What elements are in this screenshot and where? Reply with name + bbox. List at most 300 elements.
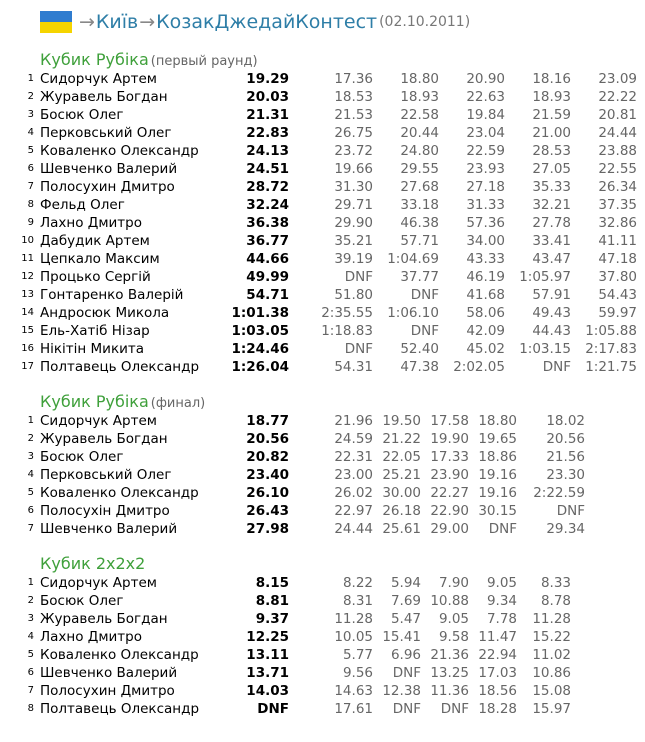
competitor-name: Лахно Дмитро (40, 215, 142, 231)
attempt-time-5: 41.11 (598, 233, 637, 249)
attempt-time-5: 18.02 (546, 413, 585, 429)
section-title-333-final (40, 392, 205, 411)
competitor-name: Дабудик Артем (40, 233, 150, 249)
result-rank: 7 (27, 523, 34, 534)
attempt-time-5: 37.35 (598, 197, 637, 213)
attempt-time-5: 15.22 (532, 629, 571, 645)
competitor-name: Полосухин Дмитро (40, 683, 175, 699)
attempt-time-5: 1:05.88 (585, 323, 637, 339)
attempt-time-3: 34.00 (466, 233, 505, 249)
attempt-time-4: 19.16 (478, 485, 517, 501)
result-rank: 9 (27, 217, 34, 228)
competitor-name: Полтавець Олександр (40, 359, 200, 375)
attempt-time-4: 35.33 (532, 179, 571, 195)
attempt-time-4: 30.15 (478, 503, 517, 519)
best-result: 49.99 (246, 269, 289, 285)
attempt-time-5: 26.34 (598, 179, 637, 195)
section-title-333-first-round (40, 50, 258, 69)
attempt-time-5: 8.78 (540, 593, 571, 609)
best-result: 14.03 (246, 683, 289, 699)
section-round-name: (первый раунд) (150, 54, 258, 69)
attempt-time-3: 42.09 (466, 323, 505, 339)
best-result: 23.40 (246, 467, 289, 483)
result-rank: 1 (27, 415, 34, 426)
attempt-time-3: 23.04 (466, 125, 505, 141)
attempt-time-4: 27.05 (532, 161, 571, 177)
competitor-name: Процько Сергій (40, 269, 151, 285)
breadcrumb-link-city[interactable]: Київ (95, 11, 139, 33)
attempt-time-4: 21.00 (532, 125, 571, 141)
competitor-name: Полосухін Дмитро (40, 503, 170, 519)
attempt-time-4: 18.28 (478, 701, 517, 717)
section-event-name: Кубик Рубіка (40, 50, 149, 69)
section-event-name: Кубик 2х2х2 (40, 554, 146, 573)
best-result: 12.25 (246, 629, 289, 645)
attempt-time-3: 7.90 (438, 575, 469, 591)
attempt-time-3: 57.36 (466, 215, 505, 231)
result-rank: 2 (27, 595, 34, 606)
attempt-time-2: 25.21 (382, 467, 421, 483)
attempt-time-3: 22.63 (466, 89, 505, 105)
competitor-name: Сидорчук Артем (40, 413, 157, 429)
attempt-time-5: 59.97 (598, 305, 637, 321)
result-row (0, 160, 645, 178)
attempt-time-2: 15.41 (382, 629, 421, 645)
attempt-time-2: 26.18 (382, 503, 421, 519)
result-row (0, 268, 645, 286)
attempt-time-1: 10.05 (334, 629, 373, 645)
result-row (0, 196, 645, 214)
attempt-time-3: DNF (440, 701, 469, 717)
result-rank: 12 (21, 271, 34, 282)
attempt-time-3: 58.06 (466, 305, 505, 321)
attempt-time-1: 1:18.83 (321, 323, 373, 339)
attempt-time-2: 52.40 (400, 341, 439, 357)
result-row (0, 304, 645, 322)
attempt-time-2: 33.18 (400, 197, 439, 213)
attempt-time-4: 32.21 (532, 197, 571, 213)
competitor-name: Шевченко Валерий (40, 521, 178, 537)
result-row (0, 214, 645, 232)
attempt-time-4: 22.94 (478, 647, 517, 663)
attempt-time-5: 37.80 (598, 269, 637, 285)
competitor-name: Коваленко Олександр (40, 143, 199, 159)
result-row (0, 178, 645, 196)
best-result: 36.38 (246, 215, 289, 231)
result-rank: 6 (27, 667, 34, 678)
attempt-time-3: 9.05 (438, 611, 469, 627)
attempt-time-3: 10.88 (430, 593, 469, 609)
attempt-time-5: 2:22.59 (533, 485, 585, 501)
attempt-time-4: 18.93 (532, 89, 571, 105)
attempt-time-3: 19.90 (430, 431, 469, 447)
result-row (0, 610, 645, 628)
result-row (0, 574, 645, 592)
attempt-time-5: 15.08 (532, 683, 571, 699)
attempt-time-4: 28.53 (532, 143, 571, 159)
attempt-time-5: 23.88 (598, 143, 637, 159)
competitor-name: Сидорчук Артем (40, 71, 157, 87)
attempt-time-4: 57.91 (532, 287, 571, 303)
attempt-time-1: 2:35.55 (321, 305, 373, 321)
attempt-time-3: 41.68 (466, 287, 505, 303)
result-rank: 7 (27, 685, 34, 696)
result-row (0, 250, 645, 268)
competitor-name: Цепкало Максим (40, 251, 160, 267)
result-rank: 5 (27, 649, 34, 660)
attempt-time-3: 29.00 (430, 521, 469, 537)
attempt-time-1: 29.71 (334, 197, 373, 213)
competitor-name: Перковський Олег (40, 467, 172, 483)
attempt-time-1: 21.53 (334, 107, 373, 123)
attempt-time-1: 39.19 (334, 251, 373, 267)
result-row (0, 592, 645, 610)
attempt-time-1: 8.22 (342, 575, 373, 591)
section-event-name: Кубик Рубіка (40, 392, 149, 411)
result-rank: 6 (27, 163, 34, 174)
attempt-time-3: 45.02 (466, 341, 505, 357)
best-result: 8.81 (255, 593, 289, 609)
best-result: 24.13 (246, 143, 289, 159)
attempt-time-4: 18.16 (532, 71, 571, 87)
attempt-time-1: 26.02 (334, 485, 373, 501)
result-rank: 5 (27, 145, 34, 156)
results-table-222 (0, 574, 645, 718)
result-row (0, 520, 645, 538)
attempt-time-2: 37.77 (400, 269, 439, 285)
best-result: 20.82 (246, 449, 289, 465)
competitor-name: Шевченко Валерий (40, 665, 178, 681)
attempt-time-1: 22.97 (334, 503, 373, 519)
attempt-time-3: 46.19 (466, 269, 505, 285)
competitor-name: Журавель Богдан (40, 611, 168, 627)
attempt-time-5: 23.30 (546, 467, 585, 483)
best-result: 26.10 (246, 485, 289, 501)
attempt-time-4: 21.59 (532, 107, 571, 123)
arrow-right-icon: → (139, 11, 156, 33)
attempt-time-2: 25.61 (382, 521, 421, 537)
attempt-time-5: 20.81 (598, 107, 637, 123)
result-row (0, 358, 645, 376)
attempt-time-1: 19.66 (334, 161, 373, 177)
result-row (0, 628, 645, 646)
attempt-time-2: 18.93 (400, 89, 439, 105)
result-rank: 10 (21, 235, 34, 246)
attempt-time-1: 14.63 (334, 683, 373, 699)
attempt-time-3: 17.33 (430, 449, 469, 465)
best-result: 26.43 (246, 503, 289, 519)
breadcrumb (40, 8, 470, 36)
result-row (0, 466, 645, 484)
best-result: 54.71 (246, 287, 289, 303)
attempt-time-5: DNF (556, 503, 585, 519)
attempt-time-4: 1:05.97 (519, 269, 571, 285)
attempt-time-5: 47.18 (598, 251, 637, 267)
result-rank: 4 (27, 631, 34, 642)
attempt-time-4: 43.47 (532, 251, 571, 267)
attempt-time-2: DNF (392, 701, 421, 717)
competitor-name: Босюк Олег (40, 593, 124, 609)
result-rank: 3 (27, 109, 34, 120)
attempt-time-3: 31.33 (466, 197, 505, 213)
result-rank: 8 (27, 199, 34, 210)
attempt-time-2: 12.38 (382, 683, 421, 699)
attempt-time-1: 21.96 (334, 413, 373, 429)
result-rank: 2 (27, 433, 34, 444)
attempt-time-4: 18.86 (478, 449, 517, 465)
best-result: 36.77 (246, 233, 289, 249)
attempt-time-5: 20.56 (546, 431, 585, 447)
attempt-time-1: 23.72 (334, 143, 373, 159)
competitor-name: Коваленко Олександр (40, 485, 199, 501)
attempt-time-2: 29.55 (400, 161, 439, 177)
result-rank: 3 (27, 613, 34, 624)
best-result: 9.37 (255, 611, 289, 627)
attempt-time-5: 22.22 (598, 89, 637, 105)
result-row (0, 682, 645, 700)
attempt-time-3: 22.27 (430, 485, 469, 501)
attempt-time-3: 13.25 (430, 665, 469, 681)
attempt-time-1: 22.31 (334, 449, 373, 465)
attempt-time-2: 6.96 (390, 647, 421, 663)
attempt-time-4: 49.43 (532, 305, 571, 321)
best-result: 1:24.46 (231, 341, 289, 357)
result-row (0, 700, 645, 718)
best-result: 19.29 (246, 71, 289, 87)
attempt-time-3: 23.93 (466, 161, 505, 177)
best-result: 1:03.05 (231, 323, 289, 339)
best-result: 21.31 (246, 107, 289, 123)
attempt-time-5: 10.86 (532, 665, 571, 681)
attempt-time-5: 15.97 (532, 701, 571, 717)
result-rank: 1 (27, 577, 34, 588)
attempt-time-3: 17.58 (430, 413, 469, 429)
arrow-right-icon: → (79, 11, 95, 33)
best-result: 27.98 (246, 521, 289, 537)
result-rank: 6 (27, 505, 34, 516)
attempt-time-3: 2:02.05 (453, 359, 505, 375)
attempt-time-2: 1:06.10 (387, 305, 439, 321)
attempt-time-3: 21.36 (430, 647, 469, 663)
attempt-time-4: 9.34 (486, 593, 517, 609)
attempt-time-4: 18.80 (478, 413, 517, 429)
results-table-333-final (0, 412, 645, 538)
attempt-time-5: 11.02 (532, 647, 571, 663)
attempt-time-1: 54.31 (334, 359, 373, 375)
result-row (0, 70, 645, 88)
result-row (0, 106, 645, 124)
best-result: 44.66 (246, 251, 289, 267)
attempt-time-1: DNF (344, 269, 373, 285)
best-result: 28.72 (246, 179, 289, 195)
attempt-time-3: 23.90 (430, 467, 469, 483)
attempt-time-4: 1:03.15 (519, 341, 571, 357)
attempt-time-2: 18.80 (400, 71, 439, 87)
attempt-time-3: 9.58 (438, 629, 469, 645)
attempt-time-1: 18.53 (334, 89, 373, 105)
attempt-time-4: 19.16 (478, 467, 517, 483)
competitor-name: Лахно Дмитро (40, 629, 142, 645)
competitor-name: Журавель Богдан (40, 89, 168, 105)
result-row (0, 646, 645, 664)
attempt-time-4: 44.43 (532, 323, 571, 339)
result-rank: 11 (21, 253, 34, 264)
result-rank: 4 (27, 127, 34, 138)
attempt-time-1: 17.61 (334, 701, 373, 717)
attempt-time-5: 1:21.75 (585, 359, 637, 375)
attempt-time-4: DNF (488, 521, 517, 537)
attempt-time-5: 32.86 (598, 215, 637, 231)
best-result: 13.71 (246, 665, 289, 681)
competitor-name: Андросюк Микола (40, 305, 170, 321)
competitor-name: Фельд Олег (40, 197, 125, 213)
attempt-time-3: 11.36 (430, 683, 469, 699)
results-table-333-first-round (0, 70, 645, 376)
contest-date: (02.10.2011) (379, 14, 471, 30)
result-rank: 1 (27, 73, 34, 84)
attempt-time-1: 26.75 (334, 125, 373, 141)
result-rank: 3 (27, 451, 34, 462)
attempt-time-2: 21.22 (382, 431, 421, 447)
attempt-time-2: 57.71 (400, 233, 439, 249)
breadcrumb-link-contest[interactable]: КозакДжедайКонтест (156, 11, 378, 33)
competitor-name: Ель-Хатіб Нізар (40, 323, 150, 339)
attempt-time-3: 22.59 (466, 143, 505, 159)
attempt-time-2: 5.47 (390, 611, 421, 627)
attempt-time-3: 22.90 (430, 503, 469, 519)
attempt-time-3: 20.90 (466, 71, 505, 87)
attempt-time-1: 8.31 (342, 593, 373, 609)
competitor-name: Полтавець Олександр (40, 701, 200, 717)
attempt-time-1: 24.59 (334, 431, 373, 447)
attempt-time-2: 5.94 (390, 575, 421, 591)
best-result: 1:26.04 (231, 359, 289, 375)
section-round-name: (финал) (150, 396, 206, 411)
attempt-time-2: DNF (410, 323, 439, 339)
result-row (0, 340, 645, 358)
attempt-time-2: DNF (392, 665, 421, 681)
attempt-time-2: 46.38 (400, 215, 439, 231)
attempt-time-4: 17.03 (478, 665, 517, 681)
best-result: 8.15 (255, 575, 289, 591)
attempt-time-1: 5.77 (342, 647, 373, 663)
best-result: 20.56 (246, 431, 289, 447)
attempt-time-4: DNF (542, 359, 571, 375)
result-row (0, 124, 645, 142)
best-result: 20.03 (246, 89, 289, 105)
best-result: 1:01.38 (231, 305, 289, 321)
result-row (0, 286, 645, 304)
attempt-time-2: 20.44 (400, 125, 439, 141)
attempt-time-4: 18.56 (478, 683, 517, 699)
competitor-name: Коваленко Олександр (40, 647, 199, 663)
attempt-time-1: 29.90 (334, 215, 373, 231)
competitor-name: Сидорчук Артем (40, 575, 157, 591)
result-rank: 2 (27, 91, 34, 102)
attempt-time-4: 11.47 (478, 629, 517, 645)
result-rank: 5 (27, 487, 34, 498)
attempt-time-2: 7.69 (390, 593, 421, 609)
attempt-time-5: 54.43 (598, 287, 637, 303)
attempt-time-1: 51.80 (334, 287, 373, 303)
competitor-name: Перковський Олег (40, 125, 172, 141)
attempt-time-4: 19.65 (478, 431, 517, 447)
attempt-time-2: 22.58 (400, 107, 439, 123)
attempt-time-5: 23.09 (598, 71, 637, 87)
result-rank: 4 (27, 469, 34, 480)
attempt-time-5: 29.34 (546, 521, 585, 537)
competitor-name: Гонтаренко Валерій (40, 287, 184, 303)
result-row (0, 484, 645, 502)
result-row (0, 232, 645, 250)
result-rank: 13 (21, 289, 34, 300)
competitor-name: Босюк Олег (40, 449, 124, 465)
competitor-name: Босюк Олег (40, 107, 124, 123)
result-row (0, 664, 645, 682)
result-rank: 8 (27, 703, 34, 714)
result-rank: 14 (21, 307, 34, 318)
attempt-time-2: DNF (410, 287, 439, 303)
best-result: 24.51 (246, 161, 289, 177)
attempt-time-5: 8.33 (540, 575, 571, 591)
attempt-time-1: 23.00 (334, 467, 373, 483)
attempt-time-4: 9.05 (486, 575, 517, 591)
best-result: 32.24 (246, 197, 289, 213)
competitor-name: Полосухин Дмитро (40, 179, 175, 195)
result-rank: 15 (21, 325, 34, 336)
result-rank: 7 (27, 181, 34, 192)
result-rank: 17 (21, 361, 34, 372)
best-result: 13.11 (246, 647, 289, 663)
attempt-time-4: 7.78 (486, 611, 517, 627)
attempt-time-1: 35.21 (334, 233, 373, 249)
attempt-time-1: 11.28 (334, 611, 373, 627)
competitor-name: Нікітін Микита (40, 341, 145, 357)
attempt-time-2: 19.50 (382, 413, 421, 429)
attempt-time-1: 9.56 (342, 665, 373, 681)
section-title-222 (40, 554, 145, 573)
attempt-time-4: 33.41 (532, 233, 571, 249)
attempt-time-5: 22.55 (598, 161, 637, 177)
result-row (0, 88, 645, 106)
competitor-name: Журавель Богдан (40, 431, 168, 447)
result-row (0, 322, 645, 340)
attempt-time-3: 19.84 (466, 107, 505, 123)
result-row (0, 502, 645, 520)
best-result: 18.77 (246, 413, 289, 429)
attempt-time-1: 31.30 (334, 179, 373, 195)
best-result: 22.83 (246, 125, 289, 141)
attempt-time-2: 30.00 (382, 485, 421, 501)
attempt-time-2: 1:04.69 (387, 251, 439, 267)
attempt-time-2: 22.05 (382, 449, 421, 465)
result-rank: 16 (21, 343, 34, 354)
attempt-time-3: 27.18 (466, 179, 505, 195)
attempt-time-2: 24.80 (400, 143, 439, 159)
result-row (0, 430, 645, 448)
best-result: DNF (257, 701, 289, 717)
attempt-time-3: 43.33 (466, 251, 505, 267)
competitor-name: Шевченко Валерий (40, 161, 178, 177)
attempt-time-2: 27.68 (400, 179, 439, 195)
result-row (0, 412, 645, 430)
result-row (0, 448, 645, 466)
attempt-time-1: DNF (344, 341, 373, 357)
attempt-time-1: 24.44 (334, 521, 373, 537)
attempt-time-5: 21.56 (546, 449, 585, 465)
ukraine-flag-icon (40, 11, 72, 33)
result-row (0, 142, 645, 160)
